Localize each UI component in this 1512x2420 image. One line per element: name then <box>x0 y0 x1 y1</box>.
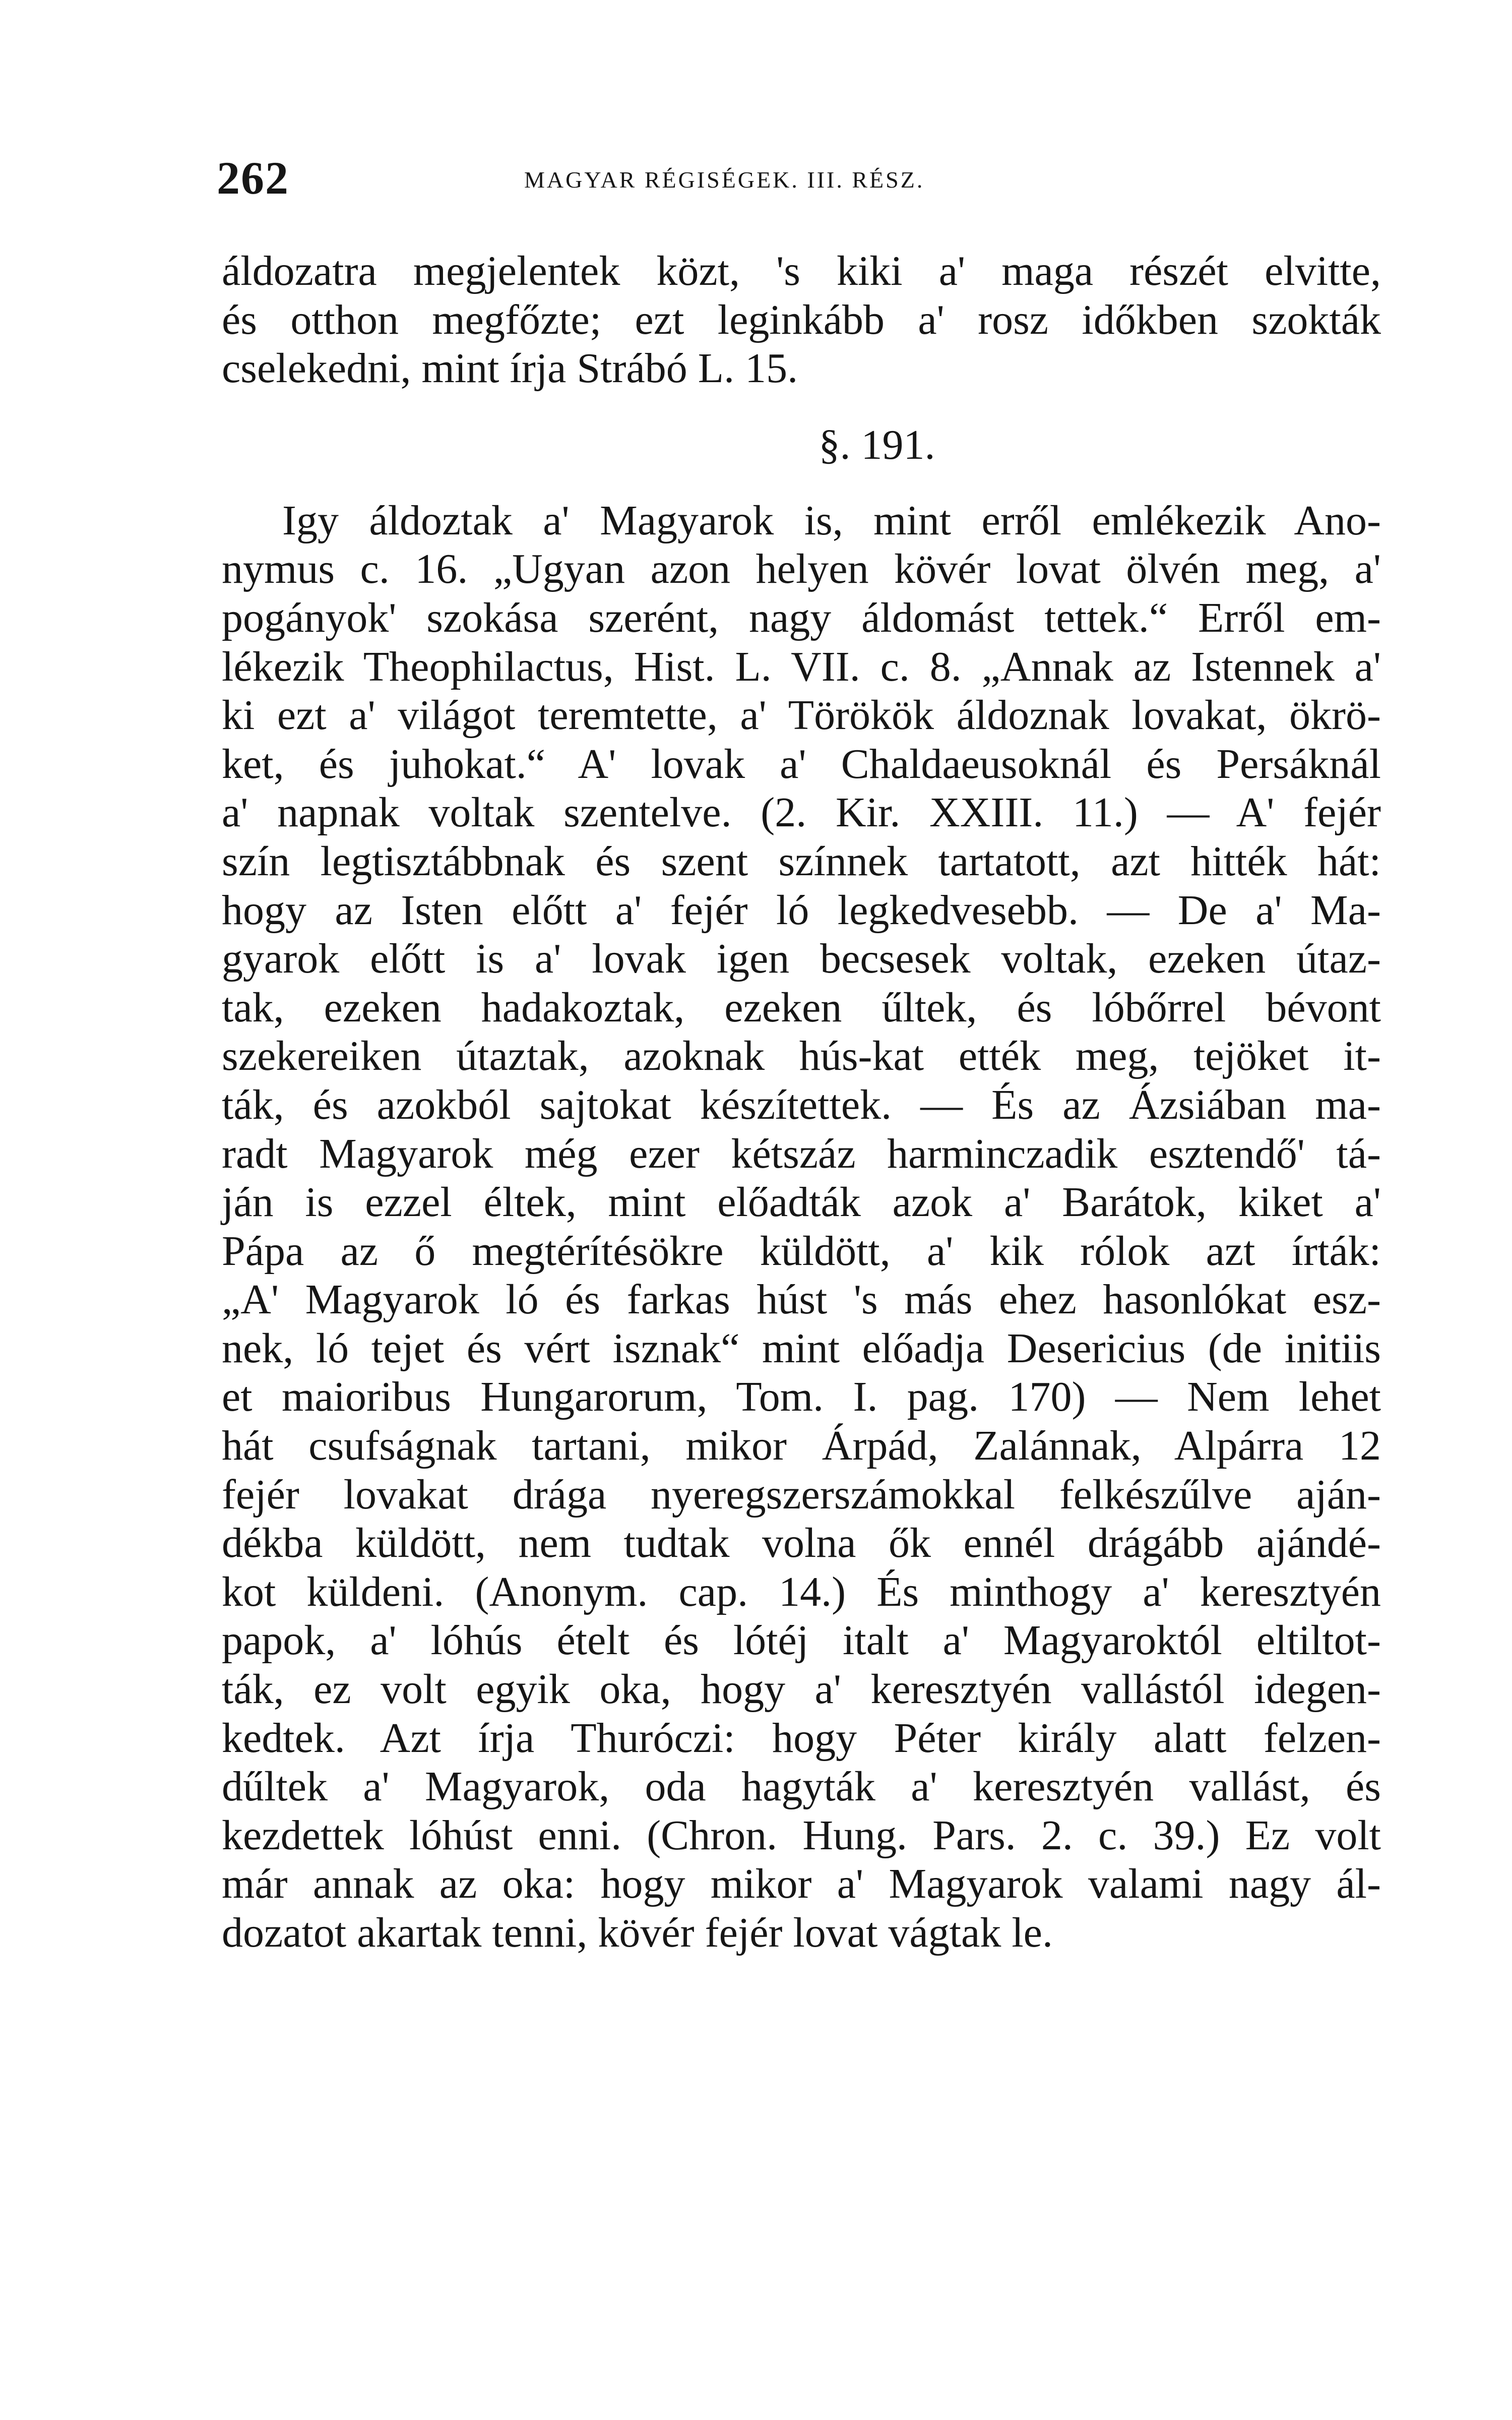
text-line: már annak az oka: hogy mikor a' Magyarok valami nagy ál- <box>222 1860 1381 1908</box>
body-text <box>222 247 1381 1958</box>
text-line: papok, a' lóhús ételt és lótéj italt a' Magyaroktól eltiltot- <box>222 1617 1381 1664</box>
text-line: ki ezt a' világot teremtette, a' Törökök áldoznak lovakat, ökrö- <box>222 692 1381 739</box>
text-line: gyarok előtt is a' lovak igen becsesek voltak, ezeken útaz- <box>222 935 1381 983</box>
text-line: ták, és azokból sajtokat készítettek. — És az Ázsiában ma- <box>222 1081 1381 1128</box>
text-line: tak, ezeken hadakoztak, ezeken űltek, és lóbőrrel bévont <box>222 984 1381 1031</box>
text-line: hát csufságnak tartani, mikor Árpád, Zalánnak, Alpárra 12 <box>222 1422 1381 1470</box>
text-line: nymus c. 16. „Ugyan azon helyen kövér lovat ölvén meg, a' <box>222 546 1381 593</box>
text-line: a' napnak voltak szentelve. (2. Kir. XXIII. 11.) — A' fejér <box>222 789 1381 836</box>
text-line: ket, és juhokat.“ A' lovak a' Chaldaeusoknál és Persáknál <box>222 740 1381 788</box>
text-line: szín legtisztábbnak és szent színnek tartatott, azt hitték hát: <box>222 837 1381 885</box>
text-line: ták, ez volt egyik oka, hogy a' keresztyén vallástól idegen- <box>222 1666 1381 1713</box>
page-number: 262 <box>217 152 289 204</box>
paragraph-main <box>222 497 1381 1958</box>
text-line: dozatot akartak tenni, kövér fejér lovat vágtak le. <box>222 1909 1053 1956</box>
section-heading: §. 191. <box>818 421 935 468</box>
text-line: nek, ló tejet és vért isznak“ mint előadja Desericius (de initiis <box>222 1324 1381 1372</box>
text-line: áldozatra megjelentek közt, 's kiki a' maga részét elvitte, <box>222 248 1381 294</box>
page-header <box>217 151 1376 207</box>
text-line: dékba küldött, nem tudtak volna ők ennél drágább ajándé- <box>222 1520 1381 1567</box>
text-line: hogy az Isten előtt a' fejér ló legkedvesebb. — De a' Ma- <box>222 886 1381 934</box>
text-line: kot küldeni. (Anonym. cap. 14.) És minthogy a' keresztyén <box>222 1568 1381 1615</box>
paragraph-continued <box>222 247 1381 393</box>
running-head: MAGYAR RÉGISÉGEK. III. RÉSZ. <box>524 167 925 193</box>
text-line: cselekedni, mint írja Strábó L. 15. <box>222 345 798 392</box>
text-line: kezdettek lóhúst enni. (Chron. Hung. Pars. 2. c. 39.) Ez volt <box>222 1811 1381 1859</box>
text-line: et maioribus Hungarorum, Tom. I. pag. 170) — Nem lehet <box>222 1373 1381 1421</box>
text-line: pogányok' szokása szerént, nagy áldomást tettek.“ Erről em- <box>222 594 1381 641</box>
text-line: Igy áldoztak a' Magyarok is, mint erről emlékezik Ano- <box>282 497 1381 544</box>
text-line: dűltek a' Magyarok, oda hagyták a' keresztyén vallást, és <box>222 1763 1381 1810</box>
text-line: szekereiken útaztak, azoknak hús-kat ették meg, tejöket it- <box>222 1033 1381 1080</box>
text-line: lékezik Theophilactus, Hist. L. VII. c. 8. „Annak az Istennek a' <box>222 643 1381 690</box>
text-line: Pápa az ő megtérítésökre küldött, a' kik rólok azt írták: <box>222 1227 1381 1275</box>
text-line: fejér lovakat drága nyeregszerszámokkal felkészűlve aján- <box>222 1471 1381 1518</box>
text-line: és otthon megfőzte; ezt leginkább a' rosz időkben szokták <box>222 296 1381 343</box>
text-line: radt Magyarok még ezer kétszáz harminczadik esztendő' tá- <box>222 1130 1381 1177</box>
text-line: kedtek. Azt írja Thuróczi: hogy Péter király alatt felzen- <box>222 1714 1381 1762</box>
text-line: ján is ezzel éltek, mint előadták azok a' Barátok, kiket a' <box>222 1179 1381 1226</box>
text-line: „A' Magyarok ló és farkas húst 's más ehez hasonlókat esz- <box>222 1276 1381 1323</box>
